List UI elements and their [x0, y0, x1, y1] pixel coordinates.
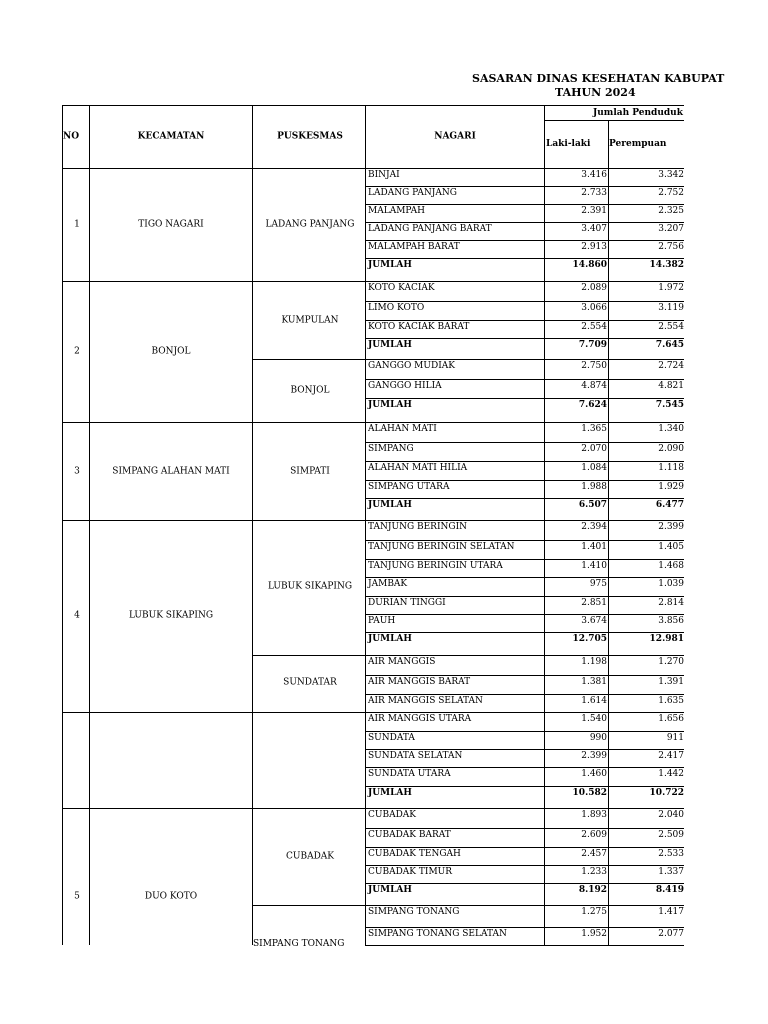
row-divider — [365, 379, 684, 380]
nagari-name: JAMBAK — [368, 579, 408, 589]
perempuan-value: 911 — [666, 733, 684, 743]
laki-laki-value: 4.874 — [581, 381, 607, 391]
puskesmas-divider — [252, 712, 365, 713]
row-divider — [365, 422, 684, 423]
puskesmas-name: SUNDATAR — [283, 677, 337, 688]
laki-laki-value: 2.750 — [581, 361, 607, 371]
perempuan-value: 8.419 — [655, 885, 684, 895]
row-divider — [365, 614, 684, 615]
column-divider — [608, 120, 609, 945]
title-line-1: SASARAN DINAS KESEHATAN KABUPAT — [472, 72, 725, 85]
header-puskesmas: PUSKESMAS — [277, 131, 343, 142]
laki-laki-value: 2.089 — [581, 283, 607, 293]
laki-laki-value: 1.460 — [581, 769, 607, 779]
row-divider — [365, 883, 684, 884]
nagari-name: SIMPANG UTARA — [368, 482, 450, 492]
group-no: 3 — [74, 466, 80, 477]
perempuan-value: 2.509 — [658, 830, 684, 840]
nagari-name: TANJUNG BERINGIN — [368, 522, 468, 532]
puskesmas-name: SIMPANG TONANG — [253, 939, 345, 949]
nagari-name: AIR MANGGIS UTARA — [368, 714, 472, 724]
row-divider — [365, 847, 684, 848]
table-border-top — [62, 105, 684, 106]
nagari-name: LADANG PANJANG BARAT — [368, 224, 492, 234]
kecamatan-name: LUBUK SIKAPING — [128, 610, 214, 621]
laki-laki-value: 990 — [589, 733, 607, 743]
row-divider — [365, 694, 684, 695]
row-divider — [365, 865, 684, 866]
perempuan-value: 12.981 — [649, 634, 684, 644]
laki-laki-value: 3.674 — [581, 616, 607, 626]
laki-laki-value: 1.401 — [581, 542, 607, 552]
perempuan-value: 1.635 — [658, 696, 684, 706]
group-no: 2 — [74, 346, 80, 357]
nagari-name: SUNDATA SELATAN — [368, 751, 463, 761]
row-divider — [365, 559, 684, 560]
puskesmas-divider — [252, 281, 365, 282]
header-laki-laki: Laki-laki — [546, 139, 591, 149]
row-divider — [365, 338, 684, 339]
perempuan-value: 1.442 — [658, 769, 684, 779]
row-divider — [365, 320, 684, 321]
laki-laki-value: 1.381 — [581, 677, 607, 687]
perempuan-value: 3.342 — [658, 170, 684, 180]
group-divider — [62, 281, 252, 282]
perempuan-value: 2.756 — [658, 242, 684, 252]
row-divider — [365, 540, 684, 541]
perempuan-value: 3.856 — [658, 616, 684, 626]
header-divider — [544, 120, 684, 121]
nagari-name: BINJAI — [368, 170, 400, 180]
nagari-name: JUMLAH — [368, 634, 412, 644]
perempuan-value: 2.554 — [658, 322, 684, 332]
nagari-name: CUBADAK — [368, 810, 417, 820]
row-divider — [365, 398, 684, 399]
group-no: 4 — [74, 610, 80, 621]
perempuan-value: 2.040 — [658, 810, 684, 820]
row-divider — [365, 222, 684, 223]
kecamatan-name: BONJOL — [151, 346, 191, 357]
column-divider — [544, 105, 545, 945]
nagari-name: AIR MANGGIS — [368, 657, 436, 667]
nagari-name: CUBADAK TIMUR — [368, 867, 453, 877]
perempuan-value: 6.477 — [655, 500, 684, 510]
puskesmas-name: SIMPATI — [290, 466, 330, 477]
row-divider — [365, 945, 684, 946]
nagari-name: GANGGO MUDIAK — [368, 361, 455, 371]
laki-laki-value: 6.507 — [578, 500, 607, 510]
perempuan-value: 1.340 — [658, 424, 684, 434]
row-divider — [365, 359, 684, 360]
laki-laki-value: 12.705 — [572, 634, 607, 644]
header-perempuan: Perempuan — [609, 139, 667, 149]
perempuan-value: 2.325 — [658, 206, 684, 216]
puskesmas-name: LUBUK SIKAPING — [267, 581, 353, 592]
row-divider — [365, 498, 684, 499]
laki-laki-value: 2.070 — [581, 444, 607, 454]
nagari-name: JUMLAH — [368, 340, 412, 350]
kecamatan-name: SIMPANG ALAHAN MATI — [112, 466, 230, 477]
row-divider — [365, 461, 684, 462]
row-divider — [365, 281, 684, 282]
perempuan-value: 10.722 — [649, 788, 684, 798]
puskesmas-divider — [252, 520, 365, 521]
puskesmas-name: KUMPULAN — [281, 315, 339, 326]
laki-laki-value: 8.192 — [578, 885, 607, 895]
nagari-name: ALAHAN MATI HILIA — [368, 463, 468, 473]
laki-laki-value: 3.416 — [581, 170, 607, 180]
group-divider — [62, 520, 252, 521]
perempuan-value: 1.972 — [658, 283, 684, 293]
puskesmas-name: CUBADAK — [285, 851, 335, 862]
laki-laki-value: 3.066 — [581, 303, 607, 313]
perempuan-value: 1.039 — [658, 579, 684, 589]
nagari-name: SIMPANG — [368, 444, 414, 454]
nagari-name: CUBADAK TENGAH — [368, 849, 461, 859]
laki-laki-value: 1.084 — [581, 463, 607, 473]
nagari-name: JUMLAH — [368, 500, 412, 510]
kecamatan-name: TIGO NAGARI — [138, 219, 204, 230]
row-divider — [365, 712, 684, 713]
laki-laki-value: 1.365 — [581, 424, 607, 434]
perempuan-value: 1.270 — [658, 657, 684, 667]
nagari-name: TANJUNG BERINGIN SELATAN — [368, 542, 515, 552]
perempuan-value: 2.399 — [658, 522, 684, 532]
perempuan-value: 3.119 — [658, 303, 684, 313]
laki-laki-value: 1.988 — [581, 482, 607, 492]
group-divider — [62, 712, 252, 713]
laki-laki-value: 975 — [589, 579, 607, 589]
group-divider — [62, 422, 252, 423]
laki-laki-value: 2.913 — [581, 242, 607, 252]
laki-laki-value: 1.198 — [581, 657, 607, 667]
laki-laki-value: 2.554 — [581, 322, 607, 332]
column-divider — [252, 105, 253, 945]
nagari-name: SUNDATA UTARA — [368, 769, 451, 779]
row-divider — [365, 749, 684, 750]
perempuan-value: 1.929 — [658, 482, 684, 492]
perempuan-value: 2.814 — [658, 598, 684, 608]
laki-laki-value: 2.733 — [581, 188, 607, 198]
puskesmas-divider — [252, 905, 365, 906]
perempuan-value: 1.417 — [658, 907, 684, 917]
nagari-name: SIMPANG TONANG — [368, 907, 460, 917]
row-divider — [365, 632, 684, 633]
nagari-name: GANGGO HILIA — [368, 381, 442, 391]
nagari-name: AIR MANGGIS SELATAN — [368, 696, 483, 706]
row-divider — [365, 927, 684, 928]
header-no: NO — [62, 131, 80, 142]
laki-laki-value: 2.394 — [581, 522, 607, 532]
nagari-name: JUMLAH — [368, 400, 412, 410]
perempuan-value: 2.077 — [658, 929, 684, 939]
header-bottom — [62, 168, 684, 169]
group-divider — [62, 808, 252, 809]
row-divider — [365, 442, 684, 443]
row-divider — [365, 520, 684, 521]
nagari-name: KOTO KACIAK BARAT — [368, 322, 470, 332]
puskesmas-divider — [252, 422, 365, 423]
row-divider — [365, 258, 684, 259]
perempuan-value: 14.382 — [649, 260, 684, 270]
nagari-name: DURIAN TINGGI — [368, 598, 446, 608]
perempuan-value: 4.821 — [658, 381, 684, 391]
row-divider — [365, 186, 684, 187]
row-divider — [365, 480, 684, 481]
row-divider — [365, 240, 684, 241]
nagari-name: LADANG PANJANG — [368, 188, 457, 198]
row-divider — [365, 675, 684, 676]
column-divider — [365, 105, 366, 945]
laki-laki-value: 3.407 — [581, 224, 607, 234]
laki-laki-value: 1.893 — [581, 810, 607, 820]
row-divider — [365, 655, 684, 656]
row-divider — [365, 596, 684, 597]
header-jumlah-penduduk: Jumlah Penduduk — [593, 108, 683, 118]
row-divider — [365, 731, 684, 732]
laki-laki-value: 2.457 — [581, 849, 607, 859]
perempuan-value: 2.752 — [658, 188, 684, 198]
nagari-name: CUBADAK BARAT — [368, 830, 451, 840]
nagari-name: KOTO KACIAK — [368, 283, 435, 293]
nagari-name: TANJUNG BERINGIN UTARA — [368, 561, 503, 571]
puskesmas-divider — [252, 655, 365, 656]
laki-laki-value: 2.391 — [581, 206, 607, 216]
kecamatan-name: DUO KOTO — [144, 891, 198, 902]
perempuan-value: 1.405 — [658, 542, 684, 552]
row-divider — [365, 767, 684, 768]
nagari-name: JUMLAH — [368, 260, 412, 270]
nagari-name: JUMLAH — [368, 788, 412, 798]
row-divider — [365, 577, 684, 578]
row-divider — [365, 204, 684, 205]
row-divider — [365, 905, 684, 906]
nagari-name: MALAMPAH — [368, 206, 425, 216]
nagari-name: SUNDATA — [368, 733, 415, 743]
laki-laki-value: 14.860 — [572, 260, 607, 270]
perempuan-value: 2.724 — [658, 361, 684, 371]
nagari-name: PAUH — [368, 616, 396, 626]
laki-laki-value: 2.399 — [581, 751, 607, 761]
puskesmas-divider — [252, 808, 365, 809]
laki-laki-value: 7.624 — [578, 400, 607, 410]
perempuan-value: 1.337 — [658, 867, 684, 877]
laki-laki-value: 7.709 — [578, 340, 607, 350]
nagari-name: SIMPANG TONANG SELATAN — [368, 929, 507, 939]
header-kecamatan: KECAMATAN — [137, 131, 205, 142]
nagari-name: AIR MANGGIS BARAT — [368, 677, 471, 687]
laki-laki-value: 1.410 — [581, 561, 607, 571]
nagari-name: JUMLAH — [368, 885, 412, 895]
perempuan-value: 1.468 — [658, 561, 684, 571]
perempuan-value: 1.656 — [658, 714, 684, 724]
header-nagari: NAGARI — [434, 131, 476, 142]
puskesmas-divider — [252, 359, 365, 360]
puskesmas-name: LADANG PANJANG — [265, 219, 355, 230]
row-divider — [365, 301, 684, 302]
nagari-name: LIMO KOTO — [368, 303, 425, 313]
laki-laki-value: 1.275 — [581, 907, 607, 917]
perempuan-value: 3.207 — [658, 224, 684, 234]
table-border-left — [62, 105, 63, 945]
row-divider — [365, 828, 684, 829]
perempuan-value: 2.417 — [658, 751, 684, 761]
nagari-name: MALAMPAH BARAT — [368, 242, 460, 252]
laki-laki-value: 2.851 — [581, 598, 607, 608]
laki-laki-value: 1.233 — [581, 867, 607, 877]
nagari-name: ALAHAN MATI — [368, 424, 437, 434]
perempuan-value: 7.645 — [655, 340, 684, 350]
laki-laki-value: 1.614 — [581, 696, 607, 706]
laki-laki-value: 10.582 — [572, 788, 607, 798]
group-no: 5 — [74, 891, 80, 902]
group-no: 1 — [74, 219, 80, 230]
laki-laki-value: 2.609 — [581, 830, 607, 840]
row-divider — [365, 808, 684, 809]
puskesmas-name: BONJOL — [290, 385, 330, 396]
laki-laki-value: 1.952 — [581, 929, 607, 939]
perempuan-value: 7.545 — [655, 400, 684, 410]
perempuan-value: 2.533 — [658, 849, 684, 859]
perempuan-value: 1.118 — [658, 463, 684, 473]
perempuan-value: 1.391 — [658, 677, 684, 687]
title-line-2: TAHUN 2024 — [555, 86, 636, 99]
row-divider — [365, 786, 684, 787]
perempuan-value: 2.090 — [658, 444, 684, 454]
laki-laki-value: 1.540 — [581, 714, 607, 724]
column-divider — [89, 105, 90, 945]
